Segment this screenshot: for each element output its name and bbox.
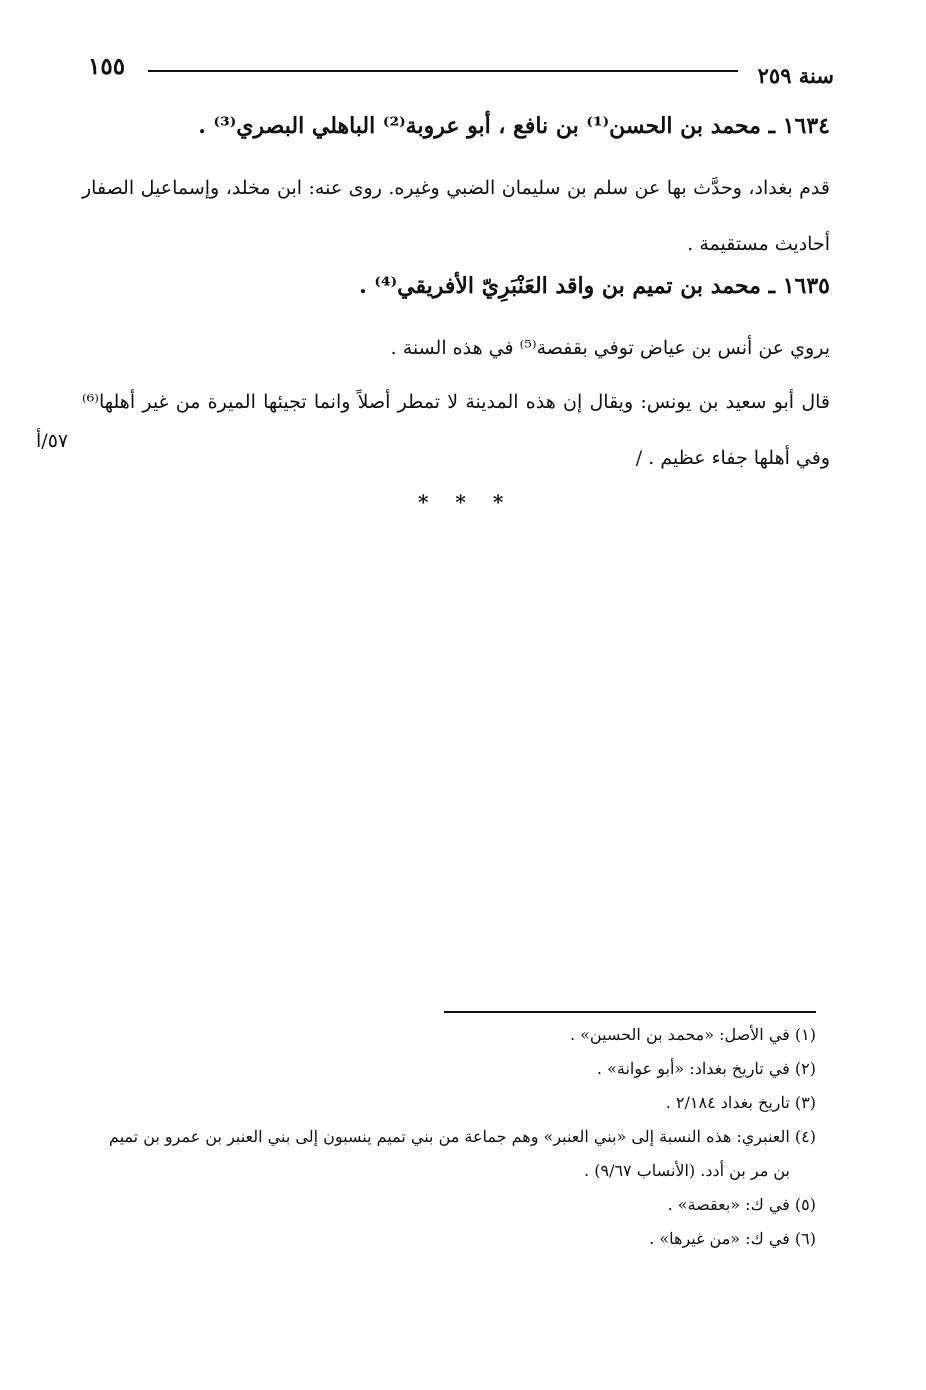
entry-title-1635: ١٦٣٥ ـ محمد بن تميم بن واقد العَنْبَرِيّ الأفريقي⁽⁴⁾ .: [359, 273, 830, 299]
footnote-2: (٢) في تاريخ بغداد: «أبو عوانة» .: [596, 1059, 816, 1078]
footnote-3: (٣) تاريخ بغداد ٢/١٨٤ .: [665, 1093, 816, 1112]
header-rule: [148, 70, 738, 72]
entry-title-1634: ١٦٣٤ ـ محمد بن الحسن⁽¹⁾ بن نافع ، أبو عروبة⁽²⁾ الباهلي البصري⁽³⁾ .: [198, 113, 830, 139]
footnote-rule: [444, 1011, 816, 1013]
footnote-1: (١) في الأصل: «محمد بن الحسين» .: [569, 1025, 816, 1044]
footnote-4: (٤) العنبري: هذه النسبة إلى «بني العنبر» وهم جماعة من بني تميم ينسبون إلى بني العنبر بن عمرو بن تميم: [108, 1127, 816, 1146]
entry-body-1635-b: قال أبو سعيد بن يونس: ويقال إن هذه المدينة لا تمطر أصلاً وانما تجيئها الميرة من غير أهلها⁽⁶⁾ وفي أهلها جفاء عظيم . /: [82, 391, 830, 469]
section-separator: * * *: [418, 490, 514, 514]
footnote-6: (٦) في ك: «من غيرها» .: [649, 1229, 816, 1248]
footnotes: [76, 1018, 816, 1256]
manuscript-folio-mark: ٥٧/أ: [36, 430, 69, 452]
footnote-4-continuation: بن مر بن أدد. (الأنساب ٩/٦٧) .: [584, 1161, 790, 1180]
footnote-5: (٥) في ك: «بعقصة» .: [667, 1195, 816, 1214]
entry-body-1635-a: يروي عن أنس بن عياض توفي بقفصة⁽⁵⁾ في هذه السنة .: [390, 337, 830, 359]
running-header-year: سنة ٢٥٩: [757, 63, 834, 88]
entry-body-1634: قدم بغداد، وحدَّث بها عن سلم بن سليمان الضبي وغيره. روى عنه: ابن مخلد، وإسماعيل الصفار أحاديث مستقيمة .: [82, 177, 830, 255]
page-number: ١٥٥: [88, 53, 126, 80]
